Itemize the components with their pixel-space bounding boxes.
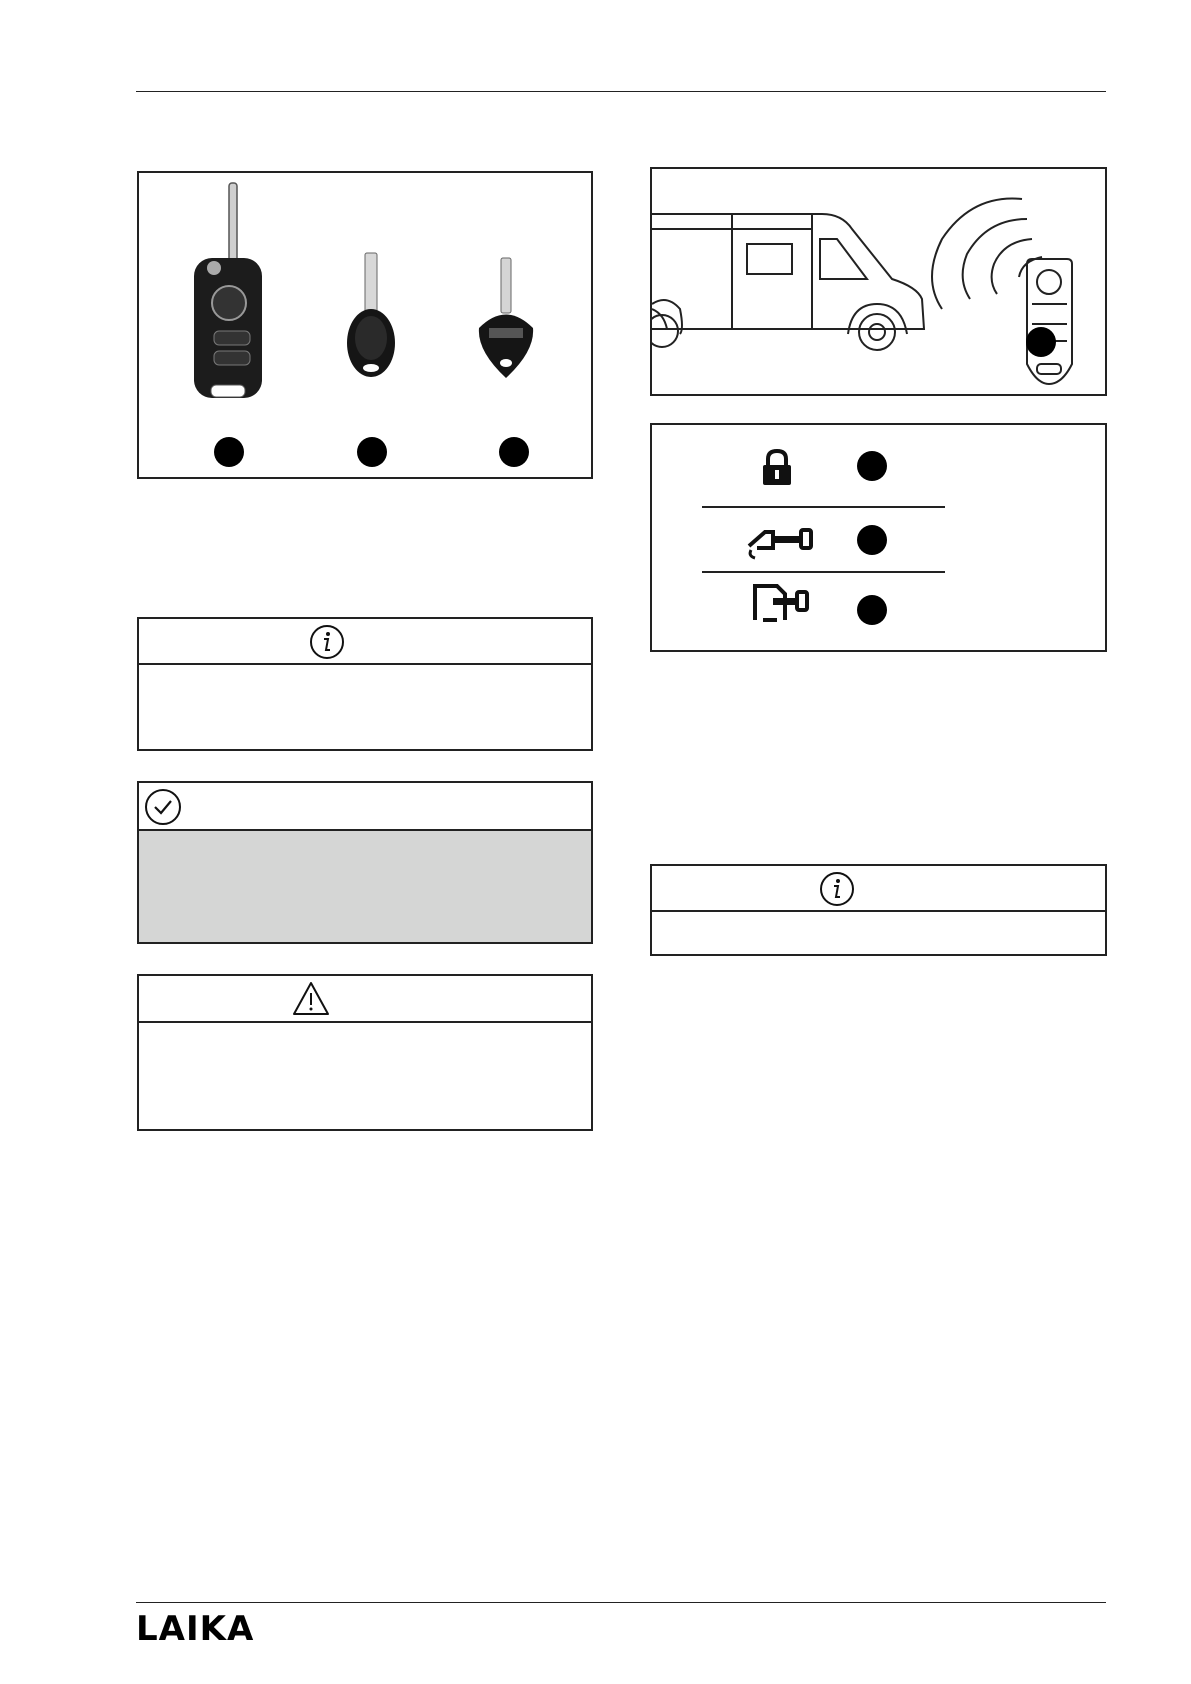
figure-keys xyxy=(137,171,593,479)
flip-key-image xyxy=(194,183,262,398)
standard-key-image xyxy=(347,253,395,377)
check-circle-icon xyxy=(143,787,183,827)
remote-key-illustration xyxy=(1027,259,1072,384)
callout-tailgate xyxy=(857,525,887,555)
lock-icon xyxy=(757,447,797,487)
figure-button-legend xyxy=(650,423,1107,652)
header-rule xyxy=(136,91,1106,92)
warning-triangle-icon xyxy=(291,980,331,1018)
callout-1 xyxy=(1026,327,1056,357)
footer-rule xyxy=(136,1602,1106,1603)
sts-key-image xyxy=(479,258,533,378)
warning-note xyxy=(137,974,593,1131)
info-icon xyxy=(308,623,346,661)
callout-load-door xyxy=(857,595,887,625)
van-illustration xyxy=(652,199,1042,351)
load-door-unlock-icon xyxy=(749,580,819,630)
info-note-1 xyxy=(137,617,593,751)
figure-van xyxy=(650,167,1107,396)
callout-2 xyxy=(357,437,387,467)
callout-lock xyxy=(857,451,887,481)
callout-3 xyxy=(499,437,529,467)
laika-logo: LAIKA xyxy=(136,1609,255,1649)
info-note-2 xyxy=(650,864,1107,956)
callout-1 xyxy=(214,437,244,467)
tailgate-unlock-icon xyxy=(745,518,819,560)
info-icon xyxy=(818,870,856,908)
check-note xyxy=(137,781,593,944)
